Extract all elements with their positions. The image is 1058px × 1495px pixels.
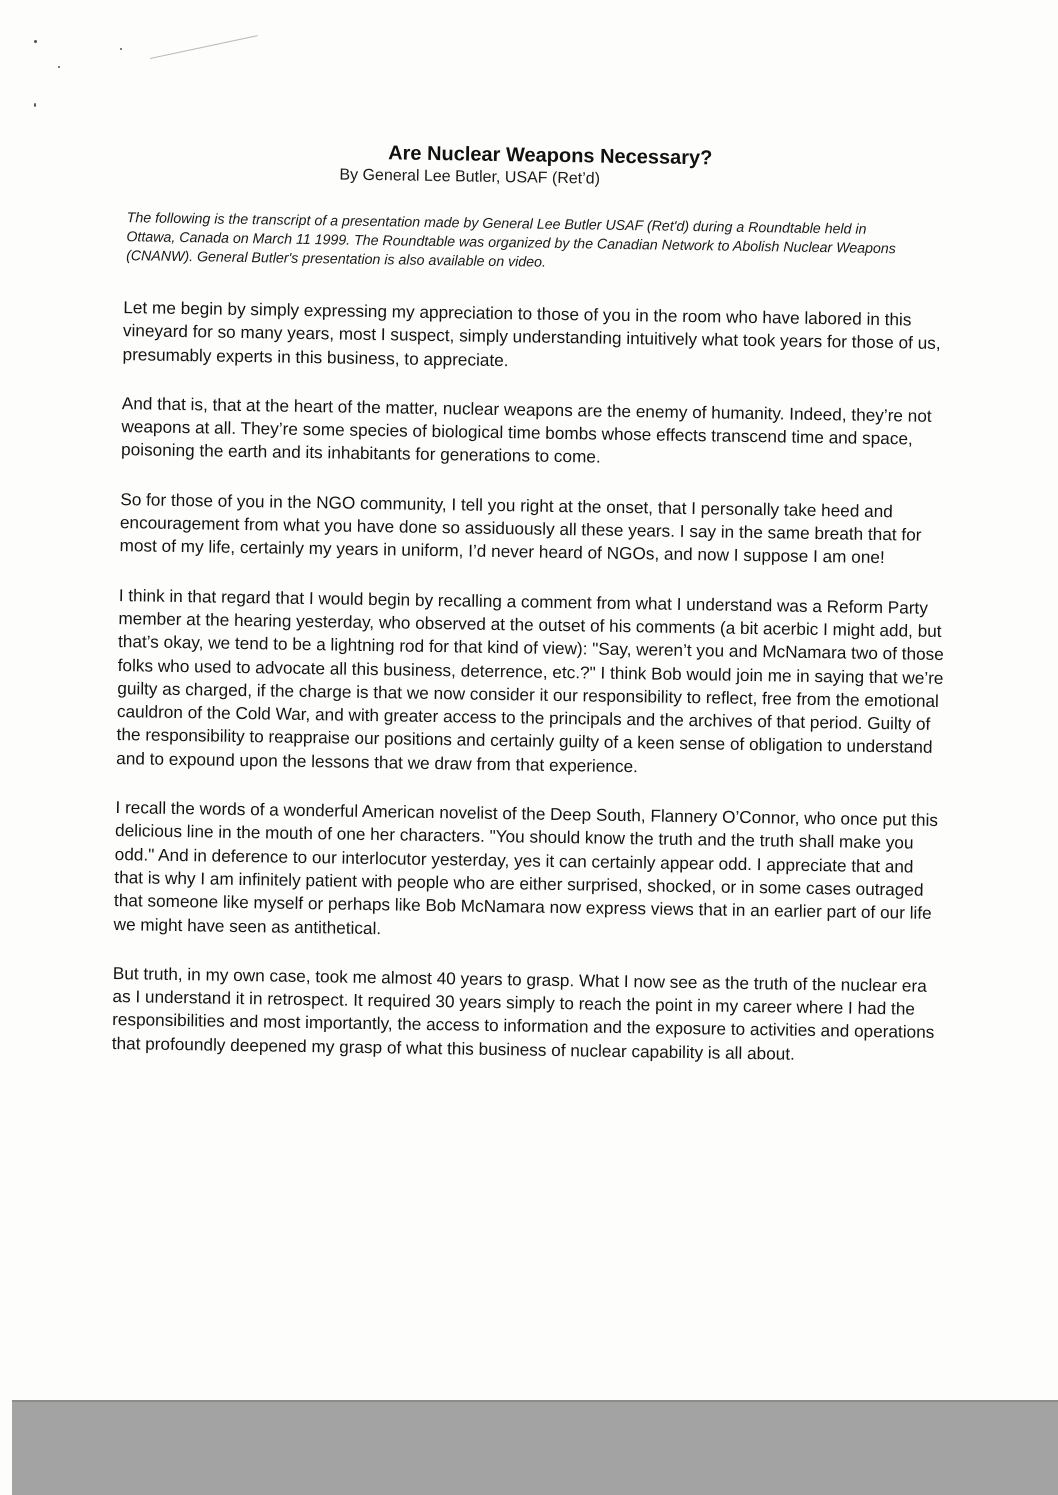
document-title: Are Nuclear Weapons Necessary? [387,142,713,170]
transcript-text [104,296,951,1068]
scan-speck [120,48,122,50]
scanner-bed-margin [12,1402,1058,1495]
document-byline: By General Lee Butler, USAF (Ret’d) [339,166,601,188]
paragraph: And that is, that at the heart of the matter, nuclear weapons are the enemy of humanity. Indeed, they’re not weapons at all. They’re some species of biological time bombs whose effects transcend time and space, poisoning the earth and its inhabitants for generations to come. [120,392,932,468]
document-body [103,138,953,1094]
scan-speck [34,103,36,107]
intro-note: The following is the transcript of a presentation made by General Lee Butler USAF (Ret'd) during a Roundtable held in Ottawa, Canada on March 11 1999. The Roundtable was organized by the Canadian Network to Abolish Nuclear Weapons (CNANW). General Butler's presentation is also available on video. [126,210,896,271]
paragraph: But truth, in my own case, took me almost 40 years to grasp. What I now see as the truth of the nuclear era as I understand it in retrospect. It required 30 years simply to reach the point in my career where I had the responsibilities and most importantly, the access to information and the exposure to activities and operations that profoundly deepened my grasp of what this business of nuclear capability is all about. [111,962,935,1064]
paragraph: Let me begin by simply expressing my appreciation to those of you in the room who have labored in this vineyard for so many years, most I suspect, simply understanding intuitively what took years for those of us, presumably experts in this business, to appreciate. [122,297,941,370]
paragraph: I think in that regard that I would begin by recalling a comment from what I understand was a Reform Party member at the hearing yesterday, who observed at the outset of his comments (a bit acerbic I might add, but that’s okay, we tend to be a lightning rod for that kind of view): "Say, weren’t you and McNamara two of those folks who used to advocate all this business, deterrence, etc.?" I think Bob would join me in saying that we’re guilty as charged, if the charge is that we now consider it our responsibility to reflect, free from the emotional cauldron of the Cold War, and with greater access to the principals and the archives of that period. Guilty of the responsibility to reappraise our positions and certainly guilty of a keen sense of obligation to understand and to expound upon the lessons that we draw from that experience. [116,584,944,776]
scan-speck [34,40,37,43]
scan-artifact-line [150,35,258,59]
scan-speck [58,66,60,68]
paragraph: So for those of you in the NGO community, I tell you right at the onset, that I personally take heed and encouragement from what you have done so assiduously all these years. I say in the same breath that for most of my life, certainly my years in uniform, I’d never heard of NGOs, and now I suppose I am one! [119,488,922,568]
paragraph: I recall the words of a wonderful American novelist of the Deep South, Flannery O’Connor, who once put this delicious line in the mouth of one her characters. "You should know the truth and the truth shall make you odd." And in deference to our interlocutor yesterday, yes it can certainly appear odd. I appreciate that and that is why I am infinitely patient with people who are either surprised, shocked, or in some cases outraged that someone like myself or perhaps like Bob McNamara now express views that in an earlier part of our life we might have seen as antithetical. [113,797,939,938]
